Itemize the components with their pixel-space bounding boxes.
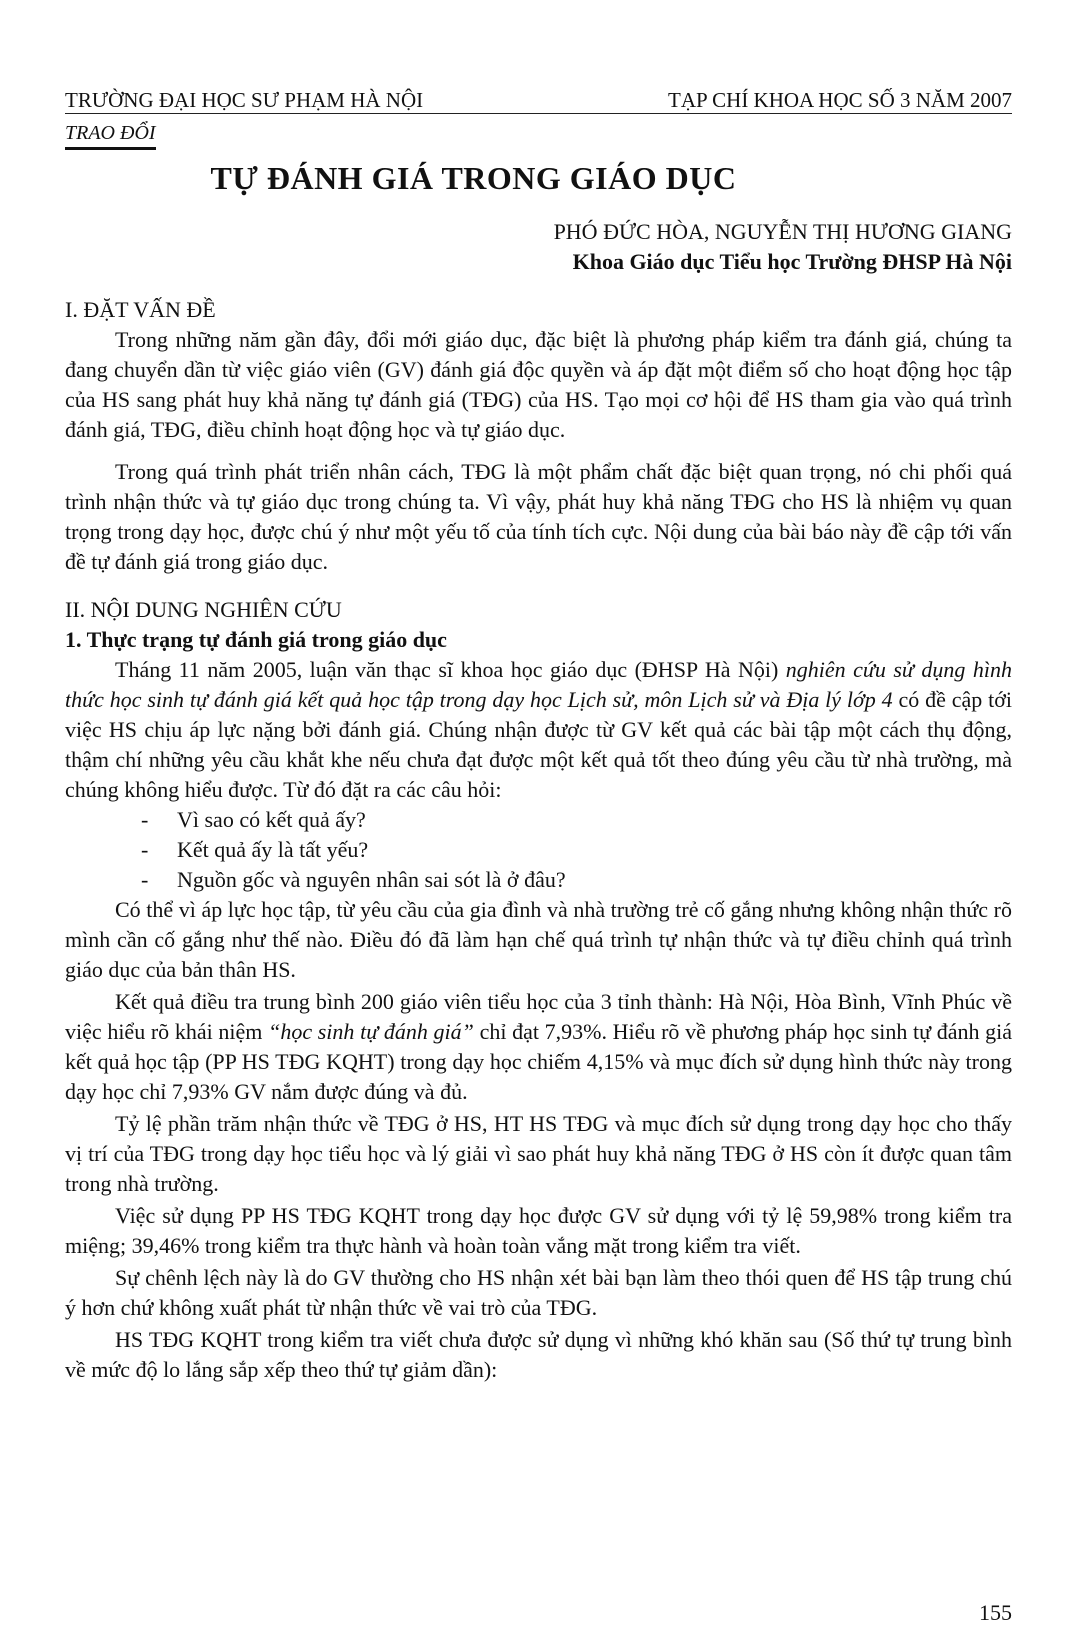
paragraph: Tỷ lệ phần trăm nhận thức về TĐG ở HS, HT HS TĐG và mục đích sử dụng trong dạy học cho thấy vị trí của TĐG trong dạy học tiểu học và lý giải vì sao phát huy khả năng TĐG ở HS còn ít được quan tâm trong nhà trường. — [65, 1111, 1012, 1196]
list-item: - Nguồn gốc và nguyên nhân sai sót là ở đâu? — [141, 865, 1012, 895]
heading-introduction: I. ĐẶT VẤN ĐỀ — [65, 297, 216, 322]
quoted-term: “học sinh tự đánh giá” — [268, 1019, 474, 1044]
list-item: - Vì sao có kết quả ấy? — [141, 805, 1012, 835]
subheading-current-state: 1. Thực trạng tự đánh giá trong giáo dục — [65, 627, 447, 652]
running-header — [65, 88, 1012, 114]
thesis-title: nghiên cứu sử dụng hình thức học sinh tự đánh giá kết quả học tập trong dạy học Lịch sử, môn Lịch sử và Địa lý lớp 4 — [65, 657, 1012, 712]
header-journal: TẠP CHÍ KHOA HỌC SỐ 3 NĂM 2007 — [668, 88, 1012, 112]
article-authors: PHÓ ĐỨC HÒA, NGUYỄN THỊ HƯƠNG GIANG — [553, 219, 1012, 244]
heading-research-content: II. NỘI DUNG NGHIÊN CỨU — [65, 597, 342, 622]
paragraph-text: Kết quả điều tra trung bình 200 giáo viên tiểu học của 3 tỉnh thành: Hà Nội, Hòa Bình, Vĩnh Phúc về việc hiểu rõ khái niệm — [65, 989, 1012, 1044]
paper-page — [65, 88, 1012, 1385]
paragraph — [65, 987, 1012, 1107]
list-item: - Kết quả ấy là tất yếu? — [141, 835, 1012, 865]
paragraph: Việc sử dụng PP HS TĐG KQHT trong dạy học được GV sử dụng với tỷ lệ 59,98% trong kiểm tra miệng; 39,46% trong kiểm tra thực hành và hoàn toàn vắng mặt trong kiểm tra viết. — [65, 1203, 1012, 1258]
paragraph: Trong quá trình phát triển nhân cách, TĐG là một phẩm chất đặc biệt quan trọng, nó chi phối quá trình nhận thức và tự giáo dục trong chúng ta. Vì vậy, phát huy khả năng TĐG cho HS là nhiệm vụ quan trọng trong dạy học, được chú ý như một yếu tố của tính tích cực. Nội dung của bài báo này đề cập tới vấn đề tự đánh giá trong giáo dục. — [65, 459, 1012, 574]
paragraph-text: có đề cập tới việc HS chịu áp lực nặng bởi đánh giá. Chúng nhận được từ GV kết quả các bài tập một cách thụ động, thậm chí những yêu cầu khắt khe nếu chưa đạt được một kết quả tốt theo đúng yêu cầu từ nhà trường, mà chúng không hiểu được. Từ đó đặt ra các câu hỏi: — [65, 687, 1013, 802]
paragraph: HS TĐG KQHT trong kiểm tra viết chưa được sử dụng vì những khó khăn sau (Số thứ tự trung bình về mức độ lo lắng sắp xếp theo thứ tự giảm dần): — [65, 1327, 1012, 1382]
header-institution: TRƯỜNG ĐẠI HỌC SƯ PHẠM HÀ NỘI — [65, 88, 424, 112]
question-list — [65, 805, 1012, 895]
paragraph-text: chỉ đạt 7,93%. Hiểu rõ về phương pháp học sinh tự đánh giá kết quả học tập (PP HS TĐG KQHT) trong dạy học chiếm 4,15% và mục đích sử dụng hình thức này trong dạy học chỉ 7,93% GV nắm được đúng và đủ. — [65, 1019, 1013, 1104]
paragraph: Trong những năm gần đây, đổi mới giáo dục, đặc biệt là phương pháp kiểm tra đánh giá, chúng ta đang chuyển dần từ việc giáo viên (GV) đánh giá độc quyền và áp đặt một điểm số cho hoạt động học tập của HS sang phát huy khả năng tự đánh giá (TĐG) của HS. Tạo mọi cơ hội để HS tham gia vào quá trình đánh giá, TĐG, điều chỉnh hoạt động học và tự giáo dục. — [65, 327, 1012, 442]
paragraph-text: Tháng 11 năm 2005, luận văn thạc sĩ khoa học giáo dục (ĐHSP Hà Nội) — [115, 657, 786, 682]
page-number: 155 — [979, 1600, 1012, 1625]
paragraph: Có thể vì áp lực học tập, từ yêu cầu của gia đình và nhà trường trẻ cố gắng nhưng không nhận thức rõ mình cần cố gắng như thế nào. Điều đó đã làm hạn chế quá trình tự nhận thức và tự điều chỉnh quá trình giáo dục của bản thân HS. — [65, 897, 1012, 982]
paragraph — [65, 655, 1012, 805]
article-affiliation: Khoa Giáo dục Tiểu học Trường ĐHSP Hà Nội — [572, 249, 1012, 274]
article-title: TỰ ĐÁNH GIÁ TRONG GIÁO DỤC — [210, 160, 737, 196]
section-label: TRAO ĐỔI — [65, 122, 156, 150]
paragraph: Sự chênh lệch này là do GV thường cho HS nhận xét bài bạn làm theo thói quen để HS tập trung chú ý hơn chứ không xuất phát từ nhận thức về vai trò của TĐG. — [65, 1265, 1012, 1320]
